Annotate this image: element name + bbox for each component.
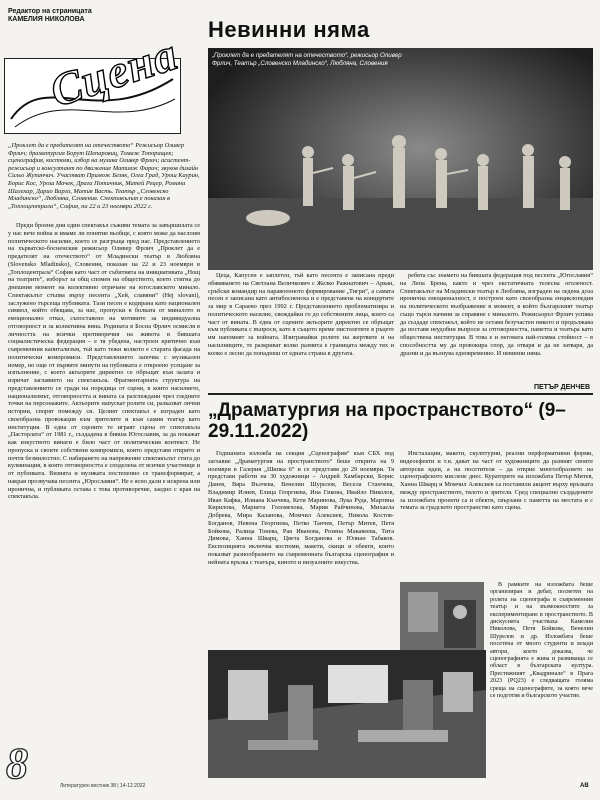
article1-column-3-text: ребята със знамето на бившата федерация под песента „Югославия“ на Лепа Брена, както и чрез екстатичната телесна оголеност. Спектакълът на Младински театър в Любляна, изграден на ледена доза иронична емоционалност, е построен като своеобразна енциклопедия на политическото въображение в момент, в който българският театър също търси начини за справяне с миналото. Режисьорът Фрлич успява да създаде спектакъл, който не оставя безучастен никого и продължава да поставя неудобни въпроси за отговорността, паметта и театъра като обществена институция. В това е и неговата най-голяма стойност – в способността му да провокира спор, да отваря и да не затваря, да дразни и да вълнува едновременно. И невинни няма. bbox=[400, 272, 593, 357]
exhibition-photo bbox=[208, 650, 486, 778]
corner-mark: АВ bbox=[580, 783, 589, 789]
footer-issue-info: Литературен вестник 38 | 14-12.2022 bbox=[60, 783, 146, 789]
article2-column-1-text: Годишната изложба на секция „Сценография“ към СБХ под заглавие „Драматургия на пространството“ беше открита на 9 ноември в Галерия „Шипка 6“ и се представя до 29 ноември. Тя представи работи на 30 художници – Андрей Хамбарски, Борис Данев, Вяра Вълчева, Венелин Шурелов, Весела Станчева, Владимир Илиев, Елица Георгиева, Ина Гикова, Ивайло Николов, Иван Кафка, Илиана Кънчева, Кети Маринова, Лука Руда, Мартина Кирилова, Мариета Голомехова, Мария Райчинова, Михаела Добрева, Мира Каланова, Момчил Алексиев, Никола Костов-Богданов, Невена Георгиева, Петко Танчев, Петър Митев, Петя Бойкова, Ралица Тонева, Рая Иванова, Розина Макавеева, Тита Димова, Ханна Шварц, Цвета Богданова и Юлиан Табаков. Експозицията включва костюми, макети, скици и обекти, които показват разнообразието на съвременната българска сценография и нейната връзка с театъра, киното и визуалните изкуства. bbox=[208, 450, 394, 566]
page-number: 8 bbox=[6, 739, 28, 788]
article2-column-2 bbox=[400, 450, 593, 578]
article1-credits: „Проклет да е предателят на отечеството“ Режисьор Оливер Фрлич; драматургия Борут Шепаровиц, Томаж Топорищек; сценография, костюми, избор на музика Оливер Фрлич; асистент-режисьор и консултант по движение Матияж Фарич; звуков дизайн Сильо Жупанчич. Участват Примож Безяк, Олга Град, Урош Каурин, Борис Кос, Урош Мачек, Драга Потичник, Матей Рецер, Романа Шалехар, Дарио Варга, Матия Васть. Театър „Словенско Младинско“, Любляна, Словения. Спектакълът е показан в „Топлоцентрала“, София, на 22 и 23 ноември 2022 г. bbox=[8, 142, 200, 210]
section-logo bbox=[4, 27, 184, 134]
editor-credit bbox=[8, 8, 92, 24]
section-divider bbox=[208, 393, 593, 395]
stage-photo-image bbox=[208, 48, 593, 270]
section-logo-text: Сцена bbox=[44, 27, 184, 117]
article1-column-2-text: Цеца, Капусен е заплетен, тъй като песента е записана преди обявяването на Светлана Величкович с Желко Ражнатович – Аркан, сръбски командир на паравоенното формирование „Тигри“, а самата песен е записана като антибосненска и е представена на концертите за мир в Сараево през 1992 г. Представлението проблематизира и политическото насилие, свеждайки го до собствените лица, които са част от вината. В една от сцените актьорите директно се обръщат към публиката с въпроси, като в същото време пистолетите в ръцете им напомнят за войната. Изигравайки ролите на жертвите и на насилниците, те разкриват колко размита е границата между тях и колко е лесно да попаднеш от едната страна в другата. bbox=[208, 272, 394, 357]
exhibition-photo-small bbox=[400, 582, 484, 656]
article1-column-1-text: Преди броени дни един спектакъл съживи темата за завършилата се у нас вече война и имаме ли понятие вьобще, с която може да наслоим политическото насилие, което се разгръща пред нас. Представлението на хърватско-босненския режисьор Оливер Фрлич „Проклет да е предателят на отечеството“ от Младински театър в Любляна (Slovensko Mladinsko), Словения, показан на 22 и 23 ноември в „Топлоцентрала“ София като част от събитията на инициативата „Нощ на театрите“, изборът за общ спомен на обществото, което стигна до днешния момент на колективно отричане на югославското минало. Спектакълът стъпва върху песента „Хей, славяни“ (Hej slovani), заслужено търсеща публиката. Тази песен е кодирана като национален символ, който обещава, за нас, пропуски в болката от миналото и емоционално отказ, съпоставено на мотивите за индивидуална отговорност и за колективна вина. Родината в Босна Фрлич осмисля в личността на всички противоречия на живота в бившата социалистическа федерация – е тя убедена, настроен критично към съвременния капитализъм, тъй като тежи колкото е старата фасада на политически компромиси. Представлението започва с музикален номер, но още от първите минути на публиката е откроено усещане за изпълнение, с което актьорите директно се обръщат към залата и изричат заглавието на спектакъла. Фрагментарната структура на представлението се гради на поредица от сцени, в които насилието, национализмът, отговорността и вината са разглеждани чрез гледните точки на персонажите. Актьорите напускат ролите си, разказват лични истории, спорят помежду си. Целият спектакъл е изграден като своеобразна провокация към зрителите и към самия театър като институция. В една от сцените те играят сцена от спектакъла „Пасторлата“ от 1981 г., създадена в бивша Югославия, за да покажат как изкуството винаги е било част от политическия контекст. Не пропуска и своите собствени компромиси, които представя открито и почти безмилостно. С набирането на напрежение спектакълът стига до кулминация, в която отговорността е споделена от всички участници и от публиката. Визията и музиката постепенно се трансформират, а накрая прозвучава песента „Юрославия“. Не е ясно дали е искрена или иронична, и публиката остава с това противоречие, заедно с края на спектакъла. bbox=[8, 222, 200, 501]
exhibition-photo-image bbox=[208, 650, 486, 778]
article1-photo bbox=[208, 48, 593, 270]
article2-title: „Драматургия на пространството“ (9–29.11.2022) bbox=[208, 400, 566, 442]
article1-column-3 bbox=[400, 272, 593, 382]
article2-column-3 bbox=[490, 582, 593, 787]
article1-column-2 bbox=[208, 272, 394, 367]
article2-column-2-text: Инсталации, макети, скулптурни, реални перформативни форми, видеоефекти и т.н. дават на част от художниците да развият своите авторски идеи, а на посетителя – да открие многообразието на сценографското мислене днес. Кураторите на изложбата Петър Митев, Ханна Шварц и Момчил Алексиев са поставили акцент върху връзката между пространството, тялото и зрителя. Сред специално създадените за изложбата проекти са и обекти, свързани с паметта на местата и с темата за градското пространство като сцена. bbox=[400, 450, 593, 512]
editor-label: Редактор на страницата bbox=[8, 8, 92, 15]
article1-title: Невинни няма bbox=[208, 17, 370, 42]
article2-column-1 bbox=[208, 450, 394, 648]
article1-column-1 bbox=[8, 222, 200, 750]
editor-name: КАМЕЛИЯ НИКОЛОВА bbox=[8, 16, 85, 23]
article1-author: ПЕТЪР ДЕНЧЕВ bbox=[533, 384, 590, 391]
exhibition-photo-small-image bbox=[400, 582, 484, 656]
article2-column-3-text: В рамките на изложбата беше организиран и дебат, посветен на ролята на сценографа в съвременния театър и на възможностите за експериментиране в пространството. В дискусията участваха Камелия Николова, Петя Бойкова, Венелин Шурелов и др. Изложбата беше посетена от много студенти и млади автори, което доказва, че сценографията е жива и развиваща се област в българската култура. Престижният „Квадринале“ в Прага 2023 (PQ23) е следващата голяма среща на сценографите, за която вече се подготвя и българското участие. bbox=[490, 582, 593, 700]
article1-photo-caption: „Проклет да е предателят на отечеството“, режисьор Оливер Фрлич, Театър „Словенско Младинско“, Любляна, Словения bbox=[212, 52, 402, 67]
